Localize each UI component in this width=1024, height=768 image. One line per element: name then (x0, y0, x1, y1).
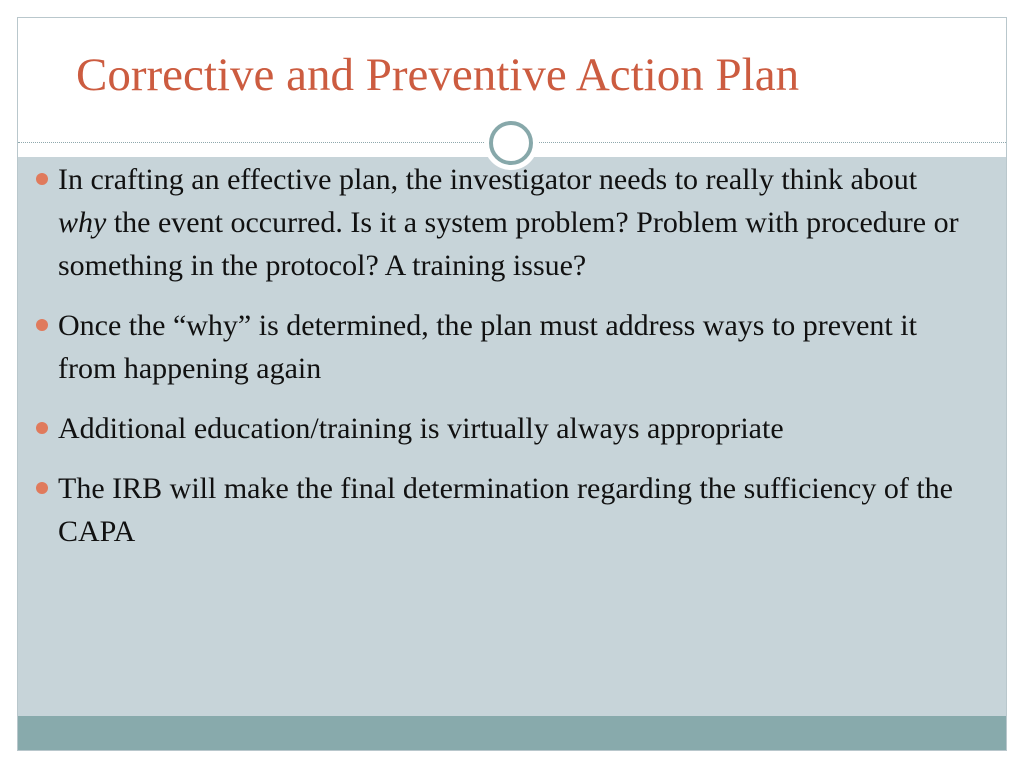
bullet-dot-icon (36, 319, 48, 331)
bullet-list (36, 158, 966, 570)
bullet-item (36, 467, 966, 553)
bullet-item (36, 407, 966, 450)
bullet-emphasis: why (58, 206, 107, 239)
bullet-text: Once the “why” is determined, the plan must address ways to prevent it from happening again (58, 309, 917, 385)
slide-title: Corrective and Preventive Action Plan (76, 49, 800, 101)
bullet-dot-icon (36, 173, 48, 185)
bullet-text: The IRB will make the final determination regarding the sufficiency of the CAPA (58, 472, 953, 548)
bullet-text-part: the event occurred. Is it a system problem? Problem with procedure or something in the protocol? A training issue? (58, 206, 959, 282)
bullet-dot-icon (36, 482, 48, 494)
bullet-item (36, 304, 966, 390)
bullet-text: Additional education/training is virtually always appropriate (58, 412, 784, 445)
footer-band (18, 716, 1006, 751)
bullet-dot-icon (36, 422, 48, 434)
bullet-text (58, 163, 959, 282)
bullet-text-part: In crafting an effective plan, the investigator needs to really think about (58, 163, 918, 196)
bullet-item (36, 158, 966, 287)
